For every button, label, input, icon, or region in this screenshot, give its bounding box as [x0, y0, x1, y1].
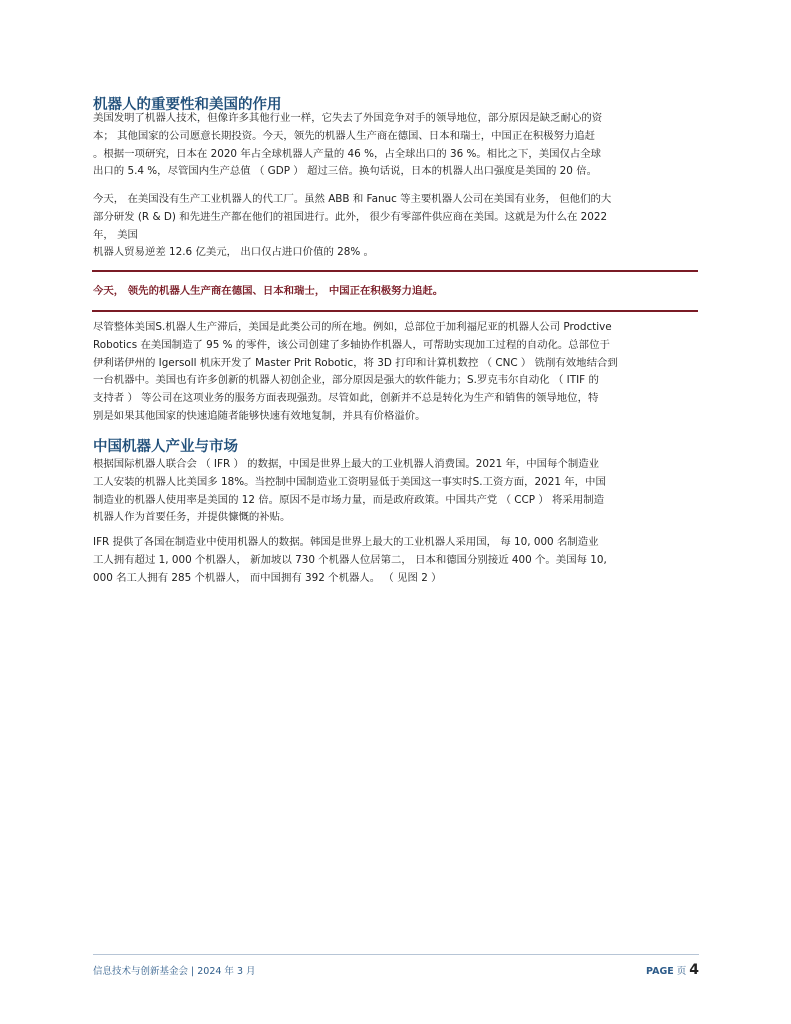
- text-line: 年， 美国: [93, 228, 138, 241]
- text-line: 本； 其他国家的公司愿意长期投资。今天，领先的机器人生产商在德国、日本和瑞士，中国正在积极努力追赶: [93, 129, 596, 142]
- text-line: 部分研发 (R & D) 和先进生产都在他们的祖国进行。此外， 很少有零部件供应商在美国。这就是为什么在 2022: [93, 210, 608, 223]
- callout-bottom-rule: [92, 310, 698, 312]
- pull-quote: 今天， 领先的机器人生产商在德国、日本和瑞士， 中国正在积极努力追赶。: [93, 285, 444, 297]
- text-line: 美国发明了机器人技术，但像许多其他行业一样，它失去了外国竞争对手的领导地位，部分原因是缺乏耐心的资: [93, 112, 603, 124]
- paragraph-1: [93, 110, 713, 181]
- page-label-cn: 页: [676, 966, 687, 977]
- footer-publisher-date: 信息技术与创新基金会 | 2024 年 3 月: [93, 966, 256, 977]
- text-line: 机器人贸易逆差 12.6 亿美元， 出口仅占进口价值的 28% 。: [93, 246, 374, 259]
- text-line: Robotics 在美国制造了 95 % 的零件，该公司创建了多轴协作机器人，可帮助实现加工过程的自动化。总部位于: [93, 338, 610, 351]
- paragraph-4: [93, 456, 713, 527]
- text-line: 支持者 ） 等公司在这项业务的服务方面表现强劲。尽管如此，创新并不总是转化为生产和销售的领导地位，特: [93, 392, 599, 405]
- text-line: 伊利诺伊州的 Igersoll 机床开发了 Master Prit Robotic，将 3D 打印和计算机数控 （ CNC ） 铣削有效地结合到: [93, 356, 618, 369]
- paragraph-2: [93, 191, 713, 262]
- section-heading-robot-importance: 机器人的重要性和美国的作用: [93, 97, 282, 113]
- text-line: 别是如果其他国家的快速追随者能够快速有效地复制，并具有价格溢价。: [93, 409, 426, 422]
- text-line: IFR 提供了各国在制造业中使用机器人的数据。韩国是世界上最大的工业机器人采用国， 每 10, 000 名制造业: [93, 536, 599, 548]
- text-line: 制造业的机器人使用率是美国的 12 倍。原因不是市场力量，而是政府政策。中国共产党 （ CCP ） 将采用制造: [93, 493, 604, 506]
- text-line: 一台机器中。美国也有许多创新的机器人初创企业，部分原因是强大的软件能力；S.罗克韦尔自动化 （ ITIF 的: [93, 374, 599, 387]
- text-line: 工人安装的机器人比美国多 18%。当控制中国制造业工资明显低于美国这一事实时S.工资方面，2021 年，中国: [93, 475, 606, 488]
- text-line: 今天， 在美国没有生产工业机器人的代工厂。虽然 ABB 和 Fanuc 等主要机器人公司在美国有业务， 但他们的大: [93, 193, 612, 205]
- footer-divider: [93, 954, 699, 955]
- text-line: 根据国际机器人联合会 （ IFR ） 的数据，中国是世界上最大的工业机器人消费国。2021 年，中国每个制造业: [93, 458, 600, 470]
- text-line: 出口的 5.4 %，尽管国内生产总值 （ GDP ） 超过三倍。换句话说，日本的机器人出口强度是美国的 20 倍。: [93, 165, 597, 178]
- page-number-value: 4: [689, 962, 699, 978]
- paragraph-5: [93, 534, 713, 587]
- page-number: [646, 962, 699, 978]
- text-line: 机器人作为首要任务，并提供慷慨的补贴。: [93, 511, 291, 524]
- section-heading-china-industry: 中国机器人产业与市场: [93, 439, 238, 455]
- text-line: 000 名工人拥有 285 个机器人， 而中国拥有 392 个机器人。 （ 见图 2 ）: [93, 571, 442, 584]
- page-label: PAGE: [646, 966, 674, 977]
- text-line: 尽管整体美国S.机器人生产滞后，美国是此类公司的所在地。例如，总部位于加利福尼亚的机器人公司 Prodctive: [93, 321, 612, 333]
- callout-top-rule: [92, 270, 698, 272]
- text-line: 工人拥有超过 1, 000 个机器人， 新加坡以 730 个机器人位居第二， 日本和德国分别接近 400 个。美国每 10,: [93, 553, 607, 566]
- text-line: 。根据一项研究，日本在 2020 年占全球机器人产量的 46 %，占全球出口的 36 %。相比之下，美国仅占全球: [93, 147, 602, 160]
- paragraph-3: [93, 319, 713, 426]
